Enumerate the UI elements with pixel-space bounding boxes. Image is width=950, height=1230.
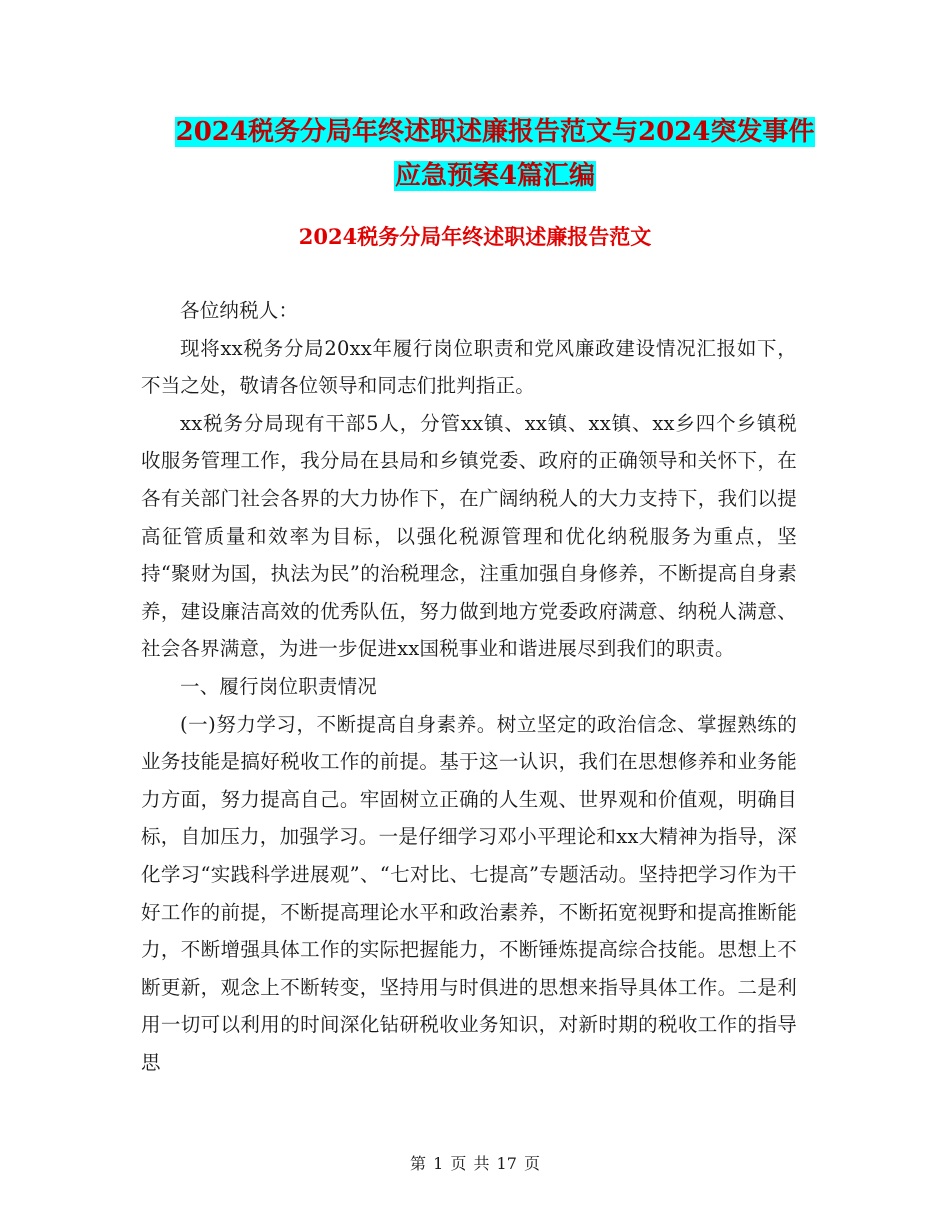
overview-paragraph: xx税务分局现有干部5人，分管xx镇、xx镇、xx镇、xx乡四个乡镇税收服务管理工作，我分局在县局和乡镇党委、政府的正确领导和关怀下，在各有关部门社会各界的大力协作下，在广阔纳税人的大力支持下，我们以提高征管质量和效率为目标，以强化税源管理和优化纳税服务为重点，坚持“聚财为国，执法为民”的治税理念，注重加强自身修养，不断提高自身素养，建设廉洁高效的优秀队伍，努力做到地方党委政府满意、纳税人满意、社会各界满意，为进一步促进xx国税事业和谐进展尽到我们的职责。 xyxy=(141,411,797,661)
document-body xyxy=(141,292,797,1081)
study-paragraph: (一)努力学习，不断提高自身素养。树立坚定的政治信念、掌握熟练的业务技能是搞好税收工作的前提。基于这一认识，我们在思想修养和业务能力方面，努力提高自己。牢固树立正确的人生观、世界观和价值观，明确目标，自加压力，加强学习。一是仔细学习邓小平理论和xx大精神为指导，深化学习“实践科学进展观”、“七对比、七提高”专题活动。坚持把学习作为干好工作的前提，不断提高理论水平和政治素养，不断拓宽视野和提高推断能力，不断增强具体工作的实际把握能力，不断锤炼提高综合技能。思想上不断更新，观念上不断转变，坚持用与时俱进的思想来指导具体工作。二是利用一切可以利用的时间深化钻研税收业务知识，对新时期的税收工作的指导思 xyxy=(141,712,797,1074)
heading-paragraph: 一、履行岗位职责情况 xyxy=(180,674,378,698)
page-footer: 第 1 页 共 17 页 xyxy=(410,1154,540,1173)
document-title xyxy=(120,110,870,198)
document-title-line-2: 应急预案4篇汇编 xyxy=(394,161,596,191)
intro-paragraph: 现将xx税务分局20xx年履行岗位职责和党风廉政建设情况汇报如下，不当之处，敬请各位领导和同志们批判指正。 xyxy=(141,336,797,398)
salutation-paragraph: 各位纳税人： xyxy=(180,299,299,322)
document-title-line-1: 2024税务分局年终述职述廉报告范文与2024突发事件 xyxy=(175,117,815,147)
section-title: 2024税务分局年终述职述廉报告范文 xyxy=(298,224,652,249)
